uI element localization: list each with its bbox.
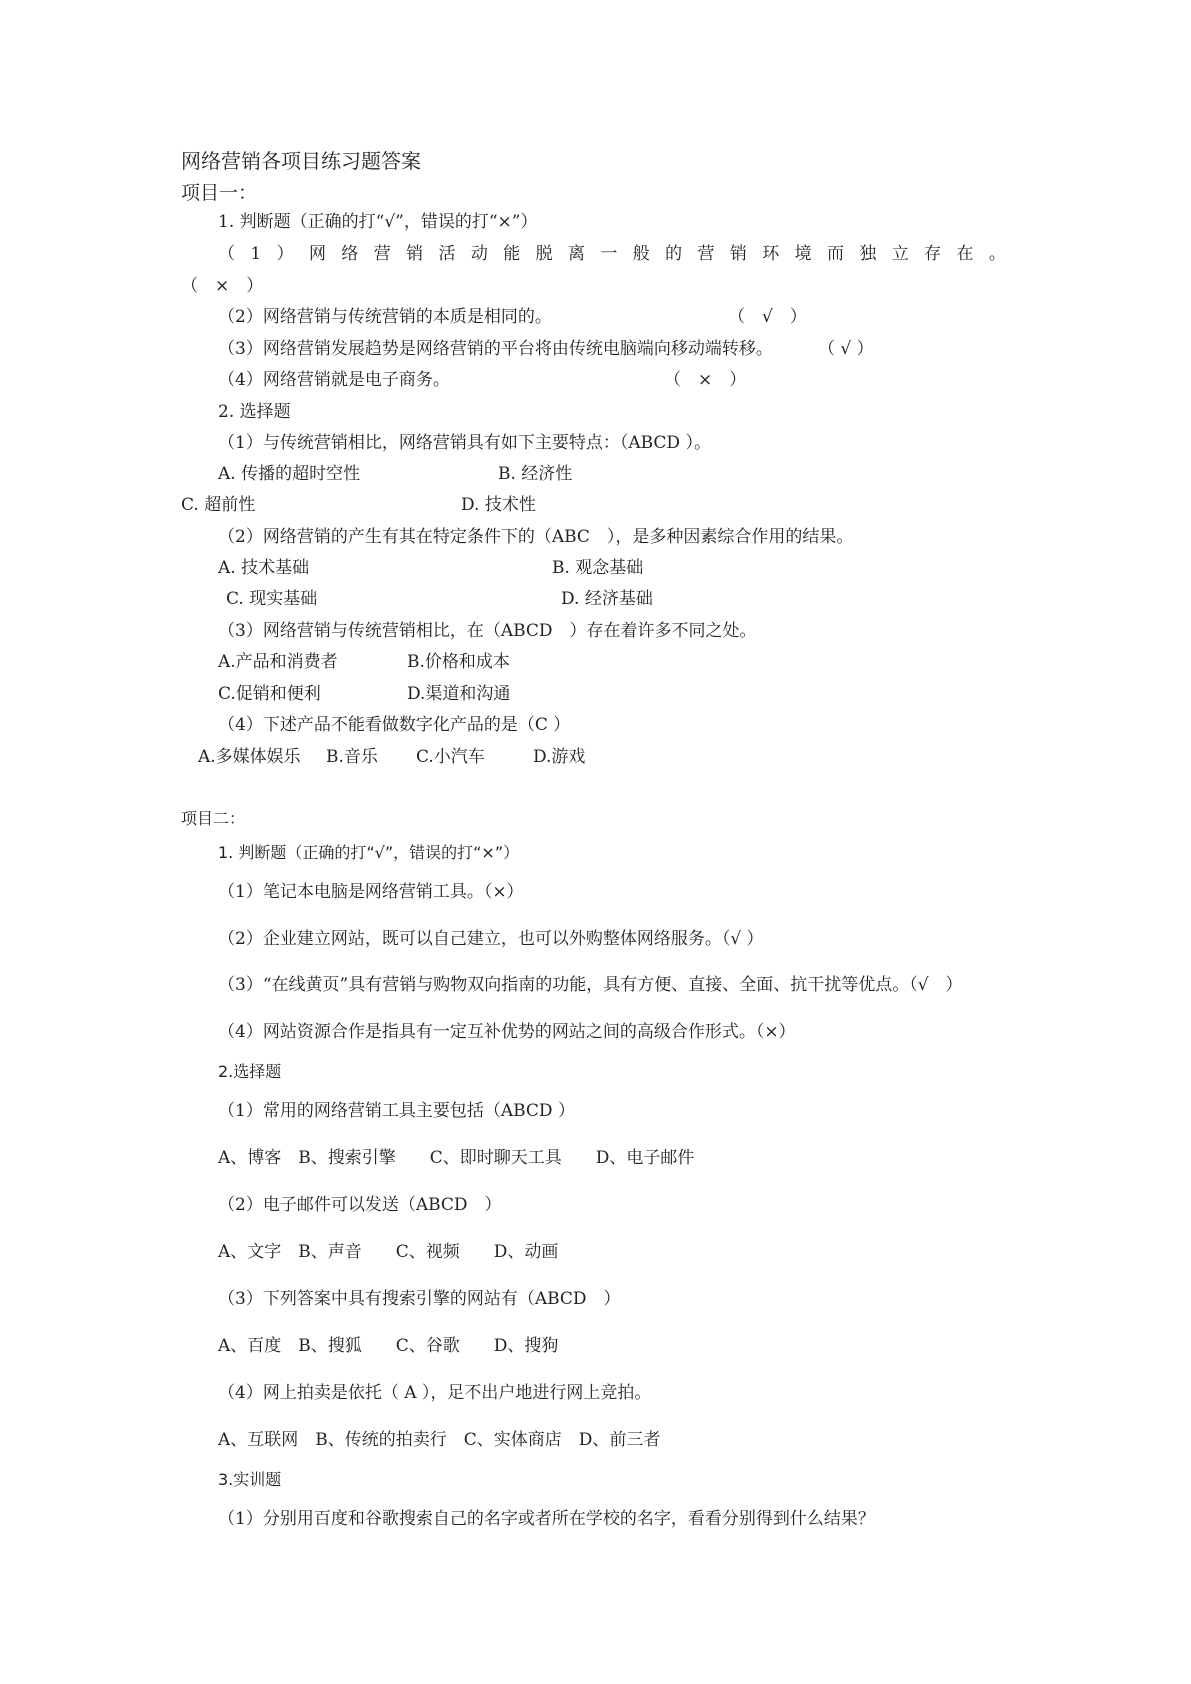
project1-judge-q1-char: 络 — [341, 244, 359, 264]
project1-judge-q1-char: 能 — [503, 244, 521, 264]
project1-judge-q1-char: 一 — [600, 244, 618, 264]
project1-judge-q1 — [218, 246, 1006, 263]
project1-choice-q3-option-d: D.渠道和沟通 — [407, 684, 511, 704]
project1-judge-q1-char: 销 — [729, 244, 747, 264]
project1-choice-q3-option-b: B.价格和成本 — [407, 652, 510, 672]
project1-choice-q1-option-d: D. 技术性 — [461, 495, 536, 515]
project1-judge-q1-char: 离 — [567, 244, 585, 264]
project2-judge-q2: （2）企业建立网站，既可以自己建立，也可以外购整体网络服务。（√ ） — [218, 929, 764, 949]
project1-judge-q1-char: 网 — [308, 244, 326, 264]
project1-judge-q1-char: 境 — [794, 244, 812, 264]
project1-judge-q1-char: ） — [276, 244, 294, 264]
project2-choice-q1: （1）常用的网络营销工具主要包括（ABCD ） — [218, 1101, 575, 1121]
project1-judge-q1-char: 。 — [988, 244, 1006, 264]
project2-heading: 项目二： — [181, 809, 246, 828]
project1-judge-q1-char: 而 — [826, 244, 844, 264]
project1-choice-q2-option-a: A. 技术基础 — [218, 558, 310, 578]
project1-choice-q4: （4）下述产品不能看做数字化产品的是（C ） — [218, 715, 571, 735]
project2-choice-q4: （4）网上拍卖是依托（ A ），足不出户地进行网上竞拍。 — [218, 1383, 652, 1403]
project1-judge-q4-answer: （ × ） — [664, 370, 747, 390]
project1-judge-q1-char: 环 — [762, 244, 780, 264]
project2-choice-q3: （3）下列答案中具有搜索引擎的网站有（ABCD ） — [218, 1289, 621, 1309]
project2-choice-q2: （2）电子邮件可以发送（ABCD ） — [218, 1195, 502, 1215]
project1-choice-q2: （2）网络营销的产生有其在特定条件下的（ABC ），是多种因素综合作用的结果。 — [218, 527, 854, 547]
project1-choice-q1-option-c: C. 超前性 — [181, 495, 256, 515]
project2-judge-heading: 1. 判断题（正确的打“√”，错误的打“×”） — [218, 843, 520, 862]
project1-judge-q1-char: 存 — [924, 244, 942, 264]
project1-choice-q2-option-b: B. 观念基础 — [552, 558, 644, 578]
project1-judge-q1-char: 1 — [250, 244, 262, 264]
project1-judge-q2-answer: （ √ ） — [728, 307, 807, 327]
project1-choice-heading: 2. 选择题 — [218, 402, 291, 422]
project1-judge-q1-char: （ — [218, 244, 235, 264]
project1-choice-q4-option-a: A.多媒体娱乐 — [198, 747, 301, 767]
project1-judge-q4: （4）网络营销就是电子商务。 — [218, 370, 450, 390]
project2-choice-q4-options: A、互联网 B、传统的拍卖行 C、实体商店 D、前三者 — [218, 1430, 661, 1450]
project1-choice-q3: （3）网络营销与传统营销相比，在（ABCD ）存在着许多不同之处。 — [218, 621, 757, 641]
project1-choice-q1-option-a: A. 传播的超时空性 — [218, 464, 361, 484]
project1-heading: 项目一： — [181, 182, 258, 204]
project1-judge-q2: （2）网络营销与传统营销的本质是相同的。 — [218, 307, 552, 327]
project2-choice-q2-options: A、文字 B、声音 C、视频 D、动画 — [218, 1242, 559, 1262]
document-title: 网络营销各项目练习题答案 — [181, 149, 421, 173]
project2-judge-q4: （4）网站资源合作是指具有一定互补优势的网站之间的高级合作形式。（×） — [218, 1022, 796, 1042]
project1-judge-q1-char: 营 — [697, 244, 715, 264]
project2-choice-q3-options: A、百度 B、搜狐 C、谷歌 D、搜狗 — [218, 1336, 559, 1356]
project2-training-q1: （1）分别用百度和谷歌搜索自己的名字或者所在学校的名字，看看分别得到什么结果？ — [218, 1509, 875, 1529]
project2-training-heading: 3.实训题 — [218, 1470, 282, 1489]
project1-choice-q1-option-b: B. 经济性 — [498, 464, 573, 484]
project1-choice-q3-option-a: A.产品和消费者 — [218, 652, 338, 672]
project1-judge-q1-char: 在 — [956, 244, 974, 264]
project1-judge-q1-char: 销 — [406, 244, 424, 264]
project2-judge-q3: （3）“在线黄页”具有营销与购物双向指南的功能，具有方便、直接、全面、抗干扰等优点。（√ ） — [218, 975, 963, 995]
project1-judge-q3-answer: （ √ ） — [818, 339, 874, 359]
project1-judge-q1-char: 营 — [373, 244, 391, 264]
project1-choice-q2-option-d: D. 经济基础 — [561, 589, 653, 609]
project2-choice-heading: 2.选择题 — [218, 1062, 282, 1081]
project1-choice-q1: （1）与传统营销相比，网络营销具有如下主要特点：（ABCD ）。 — [218, 433, 711, 453]
project1-judge-q3: （3）网络营销发展趋势是网络营销的平台将由传统电脑端向移动端转移。 — [218, 339, 773, 359]
project1-judge-q1-char: 活 — [438, 244, 456, 264]
project2-judge-q1: （1）笔记本电脑是网络营销工具。（×） — [218, 882, 524, 902]
project1-choice-q4-option-b: B.音乐 — [326, 747, 378, 767]
project1-judge-q1-char: 独 — [859, 244, 877, 264]
project1-choice-q4-option-c: C.小汽车 — [416, 747, 485, 767]
project2-choice-q1-options: A、博客 B、搜索引擎 C、即时聊天工具 D、电子邮件 — [218, 1148, 695, 1168]
project1-judge-q1-char: 脱 — [535, 244, 553, 264]
project1-judge-q1-char: 般 — [632, 244, 650, 264]
project1-judge-q1-answer: （ × ） — [181, 276, 264, 296]
project1-choice-q4-option-d: D.游戏 — [533, 747, 586, 767]
project1-choice-q3-option-c: C.促销和便利 — [218, 684, 321, 704]
project1-judge-q1-char: 立 — [891, 244, 909, 264]
project1-judge-q1-char: 的 — [665, 244, 683, 264]
project1-judge-q1-char: 动 — [470, 244, 488, 264]
project1-choice-q2-option-c: C. 现实基础 — [226, 589, 318, 609]
project1-judge-heading: 1. 判断题（正确的打“√”，错误的打“×”） — [218, 212, 538, 232]
